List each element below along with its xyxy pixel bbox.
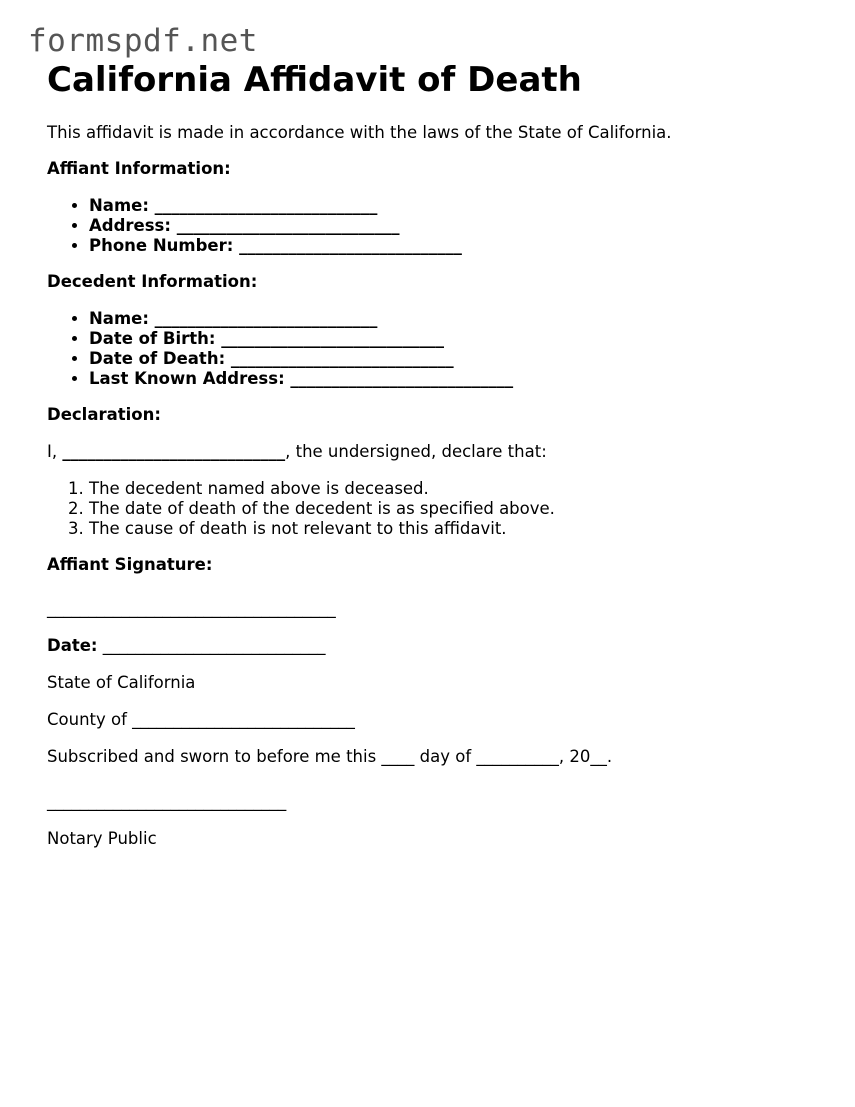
affiant-address-field: • Address: ___________________________ [89, 216, 827, 236]
declaration-list [47, 479, 827, 539]
decedent-death-field: • Date of Death: ___________________________ [89, 349, 827, 369]
decedent-address-field: • Last Known Address: ___________________________ [89, 369, 827, 389]
decedent-fields [47, 309, 827, 389]
notary-state: State of California [47, 673, 196, 692]
affiant-name-field: • Name: ___________________________ [89, 196, 827, 216]
declaration-prefix: I, [47, 442, 63, 461]
decedent-heading: Decedent Information: [47, 272, 258, 291]
watermark-logo: formspdf.net [28, 23, 258, 59]
notary-sworn-statement: Subscribed and sworn to before me this ____ day of __________, 20__. [47, 747, 613, 766]
declarant-name-blank: ___________________________ [62, 442, 286, 461]
declaration-item: 3. The cause of death is not relevant to this affidavit. [89, 519, 827, 539]
notary-signature-line: _____________________________ [47, 792, 287, 811]
notary-label: Notary Public [47, 829, 157, 848]
signature-date [47, 636, 827, 656]
intro-text: This affidavit is made in accordance with the laws of the State of California. [47, 123, 672, 142]
declaration-suffix: , the undersigned, declare that: [285, 442, 547, 461]
affidavit-document [47, 60, 827, 849]
affiant-fields [47, 196, 827, 256]
decedent-birth-field: • Date of Birth: ___________________________ [89, 329, 827, 349]
date-label: Date: [47, 636, 98, 655]
affiant-heading: Affiant Information: [47, 159, 231, 178]
affiant-phone-field: • Phone Number: ___________________________ [89, 236, 827, 256]
decedent-name-field: • Name: ___________________________ [89, 309, 827, 329]
declaration-statement [47, 442, 827, 462]
signature-line: ___________________________________ [47, 599, 336, 618]
declaration-item: 1. The decedent named above is deceased. [89, 479, 827, 499]
notary-county: County of ___________________________ [47, 710, 355, 729]
declaration-heading: Declaration: [47, 405, 161, 424]
declaration-item: 2. The date of death of the decedent is as specified above. [89, 499, 827, 519]
page-title: California Affidavit of Death [47, 60, 582, 100]
signature-heading: Affiant Signature: [47, 555, 213, 574]
date-blank: ___________________________ [97, 636, 326, 655]
